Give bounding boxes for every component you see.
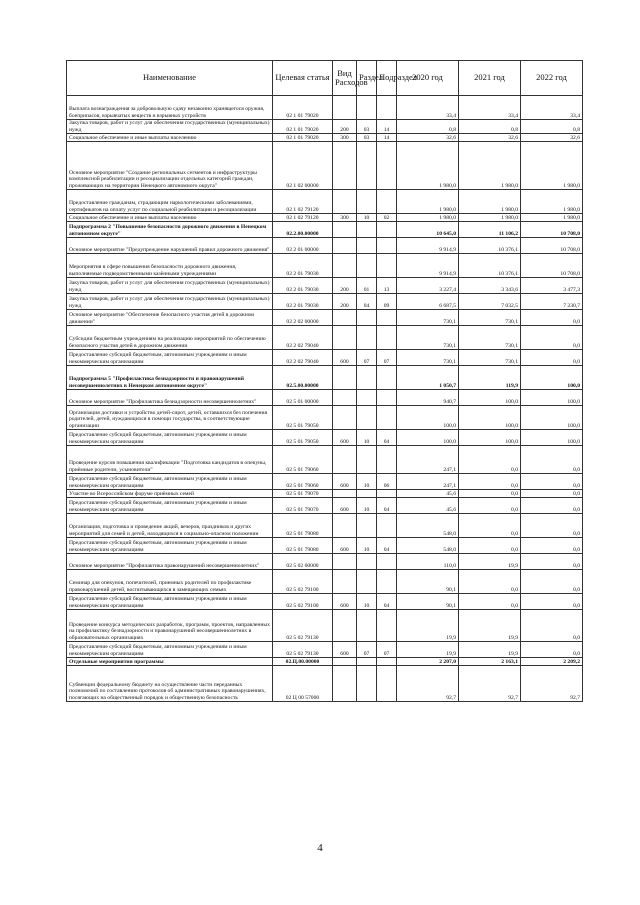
cell-subsection: 07 [377, 350, 397, 366]
cell-expense-type: 600 [333, 350, 357, 366]
table-row [67, 498, 583, 514]
cell-2020: 92,7 [397, 666, 459, 702]
cell-code: 02 5 01 79050 [273, 430, 333, 446]
header-year-2021: 2021 год [459, 61, 521, 96]
cell-subsection: 07 [377, 642, 397, 658]
cell-expense-type [333, 310, 357, 326]
cell-expense-type [333, 658, 357, 666]
cell-code: 02 1 01 79020 [273, 96, 333, 120]
cell-2021: 11 106,2 [459, 222, 521, 238]
cell-code: 02 2 01 79030 [273, 294, 333, 310]
cell-2022: 1 980,0 [521, 214, 583, 222]
cell-code: 02 5 02 79100 [273, 594, 333, 610]
cell-2022: 0,0 [521, 350, 583, 366]
cell-2022: 100,0 [521, 366, 583, 390]
cell-2020: 45,6 [397, 490, 459, 498]
cell-name: Участие во Всероссийском форуме приёмных семей [67, 490, 273, 498]
cell-subsection: 14 [377, 134, 397, 142]
cell-2020: 1 980,0 [397, 190, 459, 214]
cell-name: Основное мероприятие "Создание региональных сегментов и инфраструктуры комплексной реабилитации и ресоциализации отдельных категорий граждан, проживающих на территории Ненецкого автономного округа" [67, 142, 273, 190]
cell-expense-type [333, 490, 357, 498]
table-row [67, 594, 583, 610]
cell-section: 01 [357, 278, 377, 294]
header-expense-type: Вид Расходов [333, 61, 357, 96]
cell-subsection [377, 490, 397, 498]
cell-name: Выплата вознаграждения за добровольную сдачу незаконно хранящегося оружия, боеприпасов, взрывчатых веществ и взрывных устройств [67, 96, 273, 120]
cell-2020: 1 980,0 [397, 142, 459, 190]
cell-section [357, 254, 377, 278]
header-code: Целевая статья [273, 61, 333, 96]
cell-code: 02 1 02 79120 [273, 214, 333, 222]
cell-code: 02 2 01 79030 [273, 278, 333, 294]
cell-section [357, 658, 377, 666]
cell-2021: 0,0 [459, 498, 521, 514]
cell-name: Организация, подготовка и проведение акций, вечеров, праздников и других мероприятий для семей и детей, находящихся в социально-опасном положении [67, 514, 273, 538]
cell-2021: 0,0 [459, 446, 521, 474]
cell-2020: 19,9 [397, 642, 459, 658]
cell-code: 02 1 02 00000 [273, 142, 333, 190]
cell-expense-type [333, 366, 357, 390]
table-row [67, 658, 583, 666]
cell-name: Предоставление гражданам, страдающим наркологическими заболеваниями, сертификатов на оплату услуг по социальной реабилитации и ресоциализации [67, 190, 273, 214]
cell-2022: 0,0 [521, 326, 583, 350]
table-row [67, 222, 583, 238]
cell-2022: 0,0 [521, 474, 583, 490]
cell-name: Предоставление субсидий бюджетным, автономным учреждениям и иным некоммерческим организациям [67, 594, 273, 610]
cell-expense-type [333, 666, 357, 702]
cell-subsection [377, 514, 397, 538]
cell-section [357, 554, 377, 570]
cell-2022: 10 708,0 [521, 238, 583, 254]
table-row [67, 120, 583, 134]
cell-expense-type: 600 [333, 538, 357, 554]
cell-code: 02 5 02 79100 [273, 570, 333, 594]
cell-expense-type [333, 96, 357, 120]
cell-2022: 100,0 [521, 406, 583, 430]
cell-2021: 119,9 [459, 366, 521, 390]
cell-code: 02.Ц.00.00000 [273, 658, 333, 666]
cell-2020: 940,7 [397, 390, 459, 406]
cell-2021: 10 376,1 [459, 238, 521, 254]
header-year-2020: 2020 год [397, 61, 459, 96]
cell-2020: 6 687,5 [397, 294, 459, 310]
cell-2020: 90,1 [397, 570, 459, 594]
cell-code: 02 1 01 79020 [273, 120, 333, 134]
cell-name: Закупка товаров, работ и услуг для обеспечения государственных (муниципальных) нужд [67, 294, 273, 310]
cell-code: 02 5 01 00000 [273, 390, 333, 406]
cell-name: Основное мероприятие "Предупреждение нарушений правил дорожного движения" [67, 238, 273, 254]
cell-code: 02 5 01 79070 [273, 490, 333, 498]
cell-subsection [377, 310, 397, 326]
cell-name: Предоставление субсидий бюджетным, автономным учреждениям и иным некоммерческим организациям [67, 642, 273, 658]
cell-expense-type [333, 406, 357, 430]
table-header-row [67, 61, 583, 96]
cell-subsection [377, 326, 397, 350]
cell-subsection: 04 [377, 594, 397, 610]
cell-code: 02.2.00.00000 [273, 222, 333, 238]
table-row [67, 446, 583, 474]
cell-section [357, 610, 377, 642]
cell-expense-type [333, 390, 357, 406]
cell-expense-type [333, 446, 357, 474]
cell-2020: 9 914,9 [397, 238, 459, 254]
cell-2021: 730,1 [459, 350, 521, 366]
cell-name: Отдельные мероприятия программы [67, 658, 273, 666]
cell-2022: 32,6 [521, 134, 583, 142]
cell-section [357, 238, 377, 254]
cell-subsection [377, 554, 397, 570]
table-row [67, 390, 583, 406]
cell-2021: 10 376,1 [459, 254, 521, 278]
cell-section [357, 222, 377, 238]
cell-2022: 100,0 [521, 390, 583, 406]
cell-2021: 730,1 [459, 310, 521, 326]
table-row [67, 430, 583, 446]
cell-2021: 3 343,6 [459, 278, 521, 294]
table-row [67, 254, 583, 278]
table-row [67, 214, 583, 222]
cell-2020: 247,1 [397, 474, 459, 490]
header-section: Раздел [357, 61, 377, 96]
cell-subsection: 02 [377, 214, 397, 222]
cell-2021: 0,0 [459, 570, 521, 594]
cell-subsection [377, 570, 397, 594]
cell-name: Предоставление субсидий бюджетным, автономным учреждениям и иным некоммерческим организациям [67, 538, 273, 554]
budget-table [66, 60, 583, 702]
table-row [67, 514, 583, 538]
cell-section: 03 [357, 134, 377, 142]
cell-code: 02 2 01 00000 [273, 238, 333, 254]
cell-section [357, 326, 377, 350]
table-row [67, 538, 583, 554]
cell-2020: 247,1 [397, 446, 459, 474]
cell-2020: 730,1 [397, 310, 459, 326]
cell-expense-type [333, 142, 357, 190]
cell-expense-type: 600 [333, 642, 357, 658]
cell-subsection [377, 190, 397, 214]
cell-subsection: 04 [377, 538, 397, 554]
cell-expense-type: 600 [333, 430, 357, 446]
cell-name: Предоставление субсидий бюджетным, автономным учреждениям и иным некоммерческим организациям [67, 430, 273, 446]
cell-section: 10 [357, 430, 377, 446]
cell-name: Субсидии бюджетным учреждениям на реализацию мероприятий по обеспечению безопасного участия детей в дорожном движении [67, 326, 273, 350]
cell-expense-type [333, 254, 357, 278]
cell-expense-type [333, 190, 357, 214]
cell-subsection [377, 610, 397, 642]
cell-section: 10 [357, 538, 377, 554]
cell-subsection: 13 [377, 278, 397, 294]
table-row [67, 142, 583, 190]
cell-2022: 0,0 [521, 514, 583, 538]
table-row [67, 366, 583, 390]
cell-expense-type [333, 326, 357, 350]
cell-section: 10 [357, 474, 377, 490]
table-row [67, 490, 583, 498]
cell-2022: 0,0 [521, 594, 583, 610]
cell-code: 02 5 02 79130 [273, 642, 333, 658]
cell-section [357, 406, 377, 430]
cell-2021: 100,0 [459, 406, 521, 430]
cell-section: 04 [357, 294, 377, 310]
cell-2022: 92,7 [521, 666, 583, 702]
cell-section [357, 96, 377, 120]
cell-2021: 19,9 [459, 642, 521, 658]
cell-2020: 1 980,0 [397, 214, 459, 222]
cell-2022: 0,0 [521, 538, 583, 554]
table-row [67, 96, 583, 120]
cell-expense-type: 600 [333, 474, 357, 490]
cell-code: 02 5 02 79130 [273, 610, 333, 642]
cell-code: 02 5 01 79080 [273, 538, 333, 554]
cell-subsection [377, 446, 397, 474]
cell-section [357, 142, 377, 190]
table-row [67, 666, 583, 702]
cell-name: Предоставление субсидий бюджетным, автономным учреждениям и иным некоммерческим организациям [67, 498, 273, 514]
cell-code: 02 2 02 79040 [273, 350, 333, 366]
cell-2020: 45,6 [397, 498, 459, 514]
cell-expense-type [333, 570, 357, 594]
cell-subsection: 06 [377, 474, 397, 490]
cell-section [357, 190, 377, 214]
cell-section: 07 [357, 642, 377, 658]
page-number: 4 [317, 842, 323, 854]
cell-2022: 0,0 [521, 490, 583, 498]
cell-name: Проведение конкурса методических разработок, программ, проектов, направленных на профилактику безнадзорности и правонарушений несовершеннолетних в образовательных организациях [67, 610, 273, 642]
header-subsection: Подраздел [377, 61, 397, 96]
cell-2020: 730,1 [397, 350, 459, 366]
cell-2021: 0,0 [459, 514, 521, 538]
table-row [67, 238, 583, 254]
cell-2022: 10 708,0 [521, 254, 583, 278]
cell-subsection: 04 [377, 498, 397, 514]
table-row [67, 406, 583, 430]
cell-expense-type: 600 [333, 498, 357, 514]
cell-2021: 7 032,5 [459, 294, 521, 310]
cell-name: Проведение курсов повышения квалификации "Подготовка кандидатов в опекуны, приёмные родители, усыновители" [67, 446, 273, 474]
cell-expense-type [333, 238, 357, 254]
cell-2021: 32,6 [459, 134, 521, 142]
cell-code: 02 2 02 79040 [273, 326, 333, 350]
cell-2022: 0,0 [521, 310, 583, 326]
cell-2022: 0,0 [521, 498, 583, 514]
cell-subsection: 09 [377, 294, 397, 310]
cell-2021: 1 980,0 [459, 142, 521, 190]
cell-2022: 2 209,2 [521, 658, 583, 666]
cell-2021: 19,9 [459, 610, 521, 642]
cell-code: 02 5 01 79050 [273, 406, 333, 430]
cell-2021: 0,0 [459, 594, 521, 610]
cell-code: 02 2 02 00000 [273, 310, 333, 326]
cell-2021: 2 163,1 [459, 658, 521, 666]
cell-2021: 33,4 [459, 96, 521, 120]
cell-section [357, 666, 377, 702]
cell-section [357, 366, 377, 390]
cell-2022: 33,4 [521, 96, 583, 120]
cell-name: Социальное обеспечение и иные выплаты населению [67, 214, 273, 222]
cell-subsection [377, 222, 397, 238]
cell-name: Предоставление субсидий бюджетным, автономным учреждениям и иным некоммерческим организациям [67, 350, 273, 366]
cell-name: Предоставление субсидий бюджетным, автономным учреждениям и иным некоммерческим организациям [67, 474, 273, 490]
cell-2021: 100,0 [459, 430, 521, 446]
cell-expense-type: 200 [333, 278, 357, 294]
cell-name: Субвенции федеральному бюджету на осуществление части переданных полномочий по составлению протоколов об административных правонарушениях, посягающих на общественный порядок и общественную безопасность [67, 666, 273, 702]
cell-2021: 730,1 [459, 326, 521, 350]
table-row [67, 554, 583, 570]
table-row [67, 326, 583, 350]
cell-section [357, 446, 377, 474]
table-row [67, 474, 583, 490]
cell-expense-type [333, 514, 357, 538]
cell-name: Организация доставки и устройство детей-сирот, детей, оставшихся без попечения родителей, детей, нуждающихся в помощи государства, в соответствующие организации [67, 406, 273, 430]
cell-subsection [377, 366, 397, 390]
cell-name: Мероприятия в сфере повышения безопасности дорожного движения, выполняемые подведомственными казёнными учреждениями [67, 254, 273, 278]
header-name: Наименование [67, 61, 273, 96]
header-year-2022: 2022 год [521, 61, 583, 96]
cell-subsection [377, 658, 397, 666]
cell-name: Семинар для опекунов, попечителей, приемных родителей по профилактике правонарушений детей, воспитывающихся в замещающих семьях [67, 570, 273, 594]
cell-subsection [377, 406, 397, 430]
cell-name: Закупка товаров, работ и услуг для обеспечения государственных (муниципальных) нужд [67, 278, 273, 294]
cell-2022: 1 980,0 [521, 190, 583, 214]
table-row [67, 190, 583, 214]
cell-code: 02 2 01 79030 [273, 254, 333, 278]
cell-section: 10 [357, 498, 377, 514]
cell-subsection: 04 [377, 430, 397, 446]
cell-subsection: 14 [377, 120, 397, 134]
cell-expense-type: 200 [333, 120, 357, 134]
cell-2022: 10 708,0 [521, 222, 583, 238]
cell-2020: 100,0 [397, 406, 459, 430]
cell-code: 02 Ц 00 57000 [273, 666, 333, 702]
cell-section [357, 310, 377, 326]
cell-section [357, 570, 377, 594]
cell-section [357, 390, 377, 406]
cell-2022: 0,0 [521, 610, 583, 642]
cell-expense-type: 300 [333, 134, 357, 142]
cell-2020: 33,4 [397, 96, 459, 120]
cell-code: 02 5 01 79080 [273, 514, 333, 538]
cell-2020: 2 207,0 [397, 658, 459, 666]
table-row [67, 134, 583, 142]
cell-section: 03 [357, 120, 377, 134]
cell-2020: 32,6 [397, 134, 459, 142]
cell-2022: 1 980,0 [521, 142, 583, 190]
table-row [67, 570, 583, 594]
cell-section [357, 514, 377, 538]
cell-name: Социальное обеспечение и иные выплаты населению [67, 134, 273, 142]
cell-name: Основное мероприятие "Профилактика правонарушений несовершеннолетних" [67, 554, 273, 570]
cell-section: 10 [357, 594, 377, 610]
table-row [67, 278, 583, 294]
cell-2020: 90,1 [397, 594, 459, 610]
cell-2022: 0,0 [521, 570, 583, 594]
cell-2020: 9 914,9 [397, 254, 459, 278]
cell-subsection [377, 238, 397, 254]
cell-section [357, 490, 377, 498]
cell-subsection [377, 96, 397, 120]
cell-2021: 100,0 [459, 390, 521, 406]
cell-2020: 548,0 [397, 514, 459, 538]
cell-section: 10 [357, 214, 377, 222]
cell-2020: 730,1 [397, 326, 459, 350]
cell-expense-type [333, 222, 357, 238]
cell-expense-type [333, 610, 357, 642]
cell-code: 02 5 01 79070 [273, 498, 333, 514]
cell-2020: 10 645,0 [397, 222, 459, 238]
cell-code: 02.5.00.00000 [273, 366, 333, 390]
cell-2020: 1 050,7 [397, 366, 459, 390]
cell-expense-type: 200 [333, 294, 357, 310]
cell-2020: 3 227,4 [397, 278, 459, 294]
cell-code: 02 5 01 79060 [273, 446, 333, 474]
cell-2022: 0,0 [521, 554, 583, 570]
cell-2022: 0,0 [521, 446, 583, 474]
cell-code: 02 5 02 00000 [273, 554, 333, 570]
cell-2021: 0,0 [459, 490, 521, 498]
cell-2021: 19,9 [459, 554, 521, 570]
cell-section: 07 [357, 350, 377, 366]
cell-subsection [377, 142, 397, 190]
cell-name: Основное мероприятие "Профилактика безнадзорности несовершеннолетних" [67, 390, 273, 406]
table-row [67, 610, 583, 642]
table-row [67, 350, 583, 366]
cell-expense-type [333, 554, 357, 570]
cell-code: 02 1 01 79020 [273, 134, 333, 142]
cell-name: Закупка товаров, работ и услуг для обеспечения государственных (муниципальных) нужд [67, 120, 273, 134]
cell-2020: 100,0 [397, 430, 459, 446]
cell-subsection [377, 390, 397, 406]
cell-2022: 0,0 [521, 642, 583, 658]
table-row [67, 294, 583, 310]
cell-subsection [377, 666, 397, 702]
cell-2020: 0,8 [397, 120, 459, 134]
cell-name: Основное мероприятие "Обеспечение безопасного участия детей в дорожном движении" [67, 310, 273, 326]
cell-name: Подпрограмма 2 "Повышение безопасности дорожного движения в Ненецком автономном округе" [67, 222, 273, 238]
cell-2020: 19,9 [397, 610, 459, 642]
cell-2021: 1 980,0 [459, 190, 521, 214]
cell-2021: 0,0 [459, 474, 521, 490]
cell-name: Подпрограмма 5 "Профилактика безнадзорности и правонарушений несовершеннолетних в Ненецком автономном округе" [67, 366, 273, 390]
cell-2022: 0,8 [521, 120, 583, 134]
cell-2022: 100,0 [521, 430, 583, 446]
cell-expense-type: 300 [333, 214, 357, 222]
cell-code: 02 1 02 79120 [273, 190, 333, 214]
cell-code: 02 5 01 79060 [273, 474, 333, 490]
cell-2021: 0,0 [459, 538, 521, 554]
cell-expense-type: 600 [333, 594, 357, 610]
cell-2021: 92,7 [459, 666, 521, 702]
cell-2022: 3 477,3 [521, 278, 583, 294]
table-row [67, 642, 583, 658]
cell-2020: 110,0 [397, 554, 459, 570]
cell-2022: 7 230,7 [521, 294, 583, 310]
cell-subsection [377, 254, 397, 278]
cell-2021: 1 980,0 [459, 214, 521, 222]
cell-2021: 0,8 [459, 120, 521, 134]
cell-2020: 548,0 [397, 538, 459, 554]
table-row [67, 310, 583, 326]
